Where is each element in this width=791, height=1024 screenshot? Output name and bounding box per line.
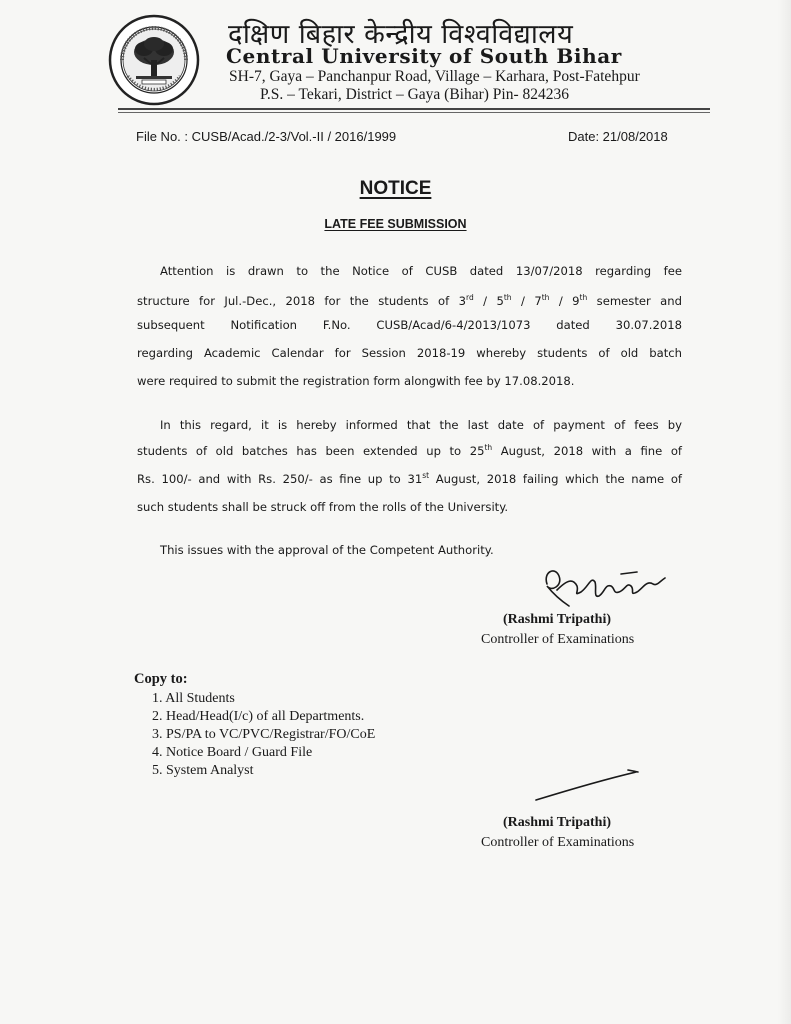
paragraph-2-line-3: Rs. 100/- and with Rs. 250/- as fine up to 31st August, 2018 failing which the name of <box>137 471 682 486</box>
paragraph-2-line-1: In this regard, it is hereby informed that the last date of payment of fees by <box>160 418 682 432</box>
paragraph-1-line-5: were required to submit the registration form alongwith fee by 17.08.2018. <box>137 374 575 388</box>
signatory-1-designation: Controller of Examinations <box>481 632 635 647</box>
notice-title <box>0 178 791 200</box>
copy-to-item: 2. Head/Head(I/c) of all Departments. <box>152 709 365 724</box>
address-line-1: SH-7, Gaya – Panchanpur Road, Village – Karhara, Post-Fatehpur <box>229 68 640 85</box>
signatory-2-designation: Controller of Examinations <box>481 835 635 850</box>
copy-to-item: 3. PS/PA to VC/PVC/Registrar/FO/CoE <box>152 727 376 742</box>
header-divider-thin <box>118 112 710 113</box>
notice-title-text: NOTICE <box>359 178 432 199</box>
signatory-1-name: (Rashmi Tripathi) <box>503 612 611 627</box>
paragraph-1-line-3: subsequent Notification F.No. CUSB/Acad/6-4/2013/1073 dated 30.07.2018 <box>137 318 682 332</box>
copy-to-item: 5. System Analyst <box>152 763 254 778</box>
header-divider <box>118 108 710 110</box>
signatory-2-name: (Rashmi Tripathi) <box>503 815 611 830</box>
address-line-2: P.S. – Tekari, District – Gaya (Bihar) Pin- 824236 <box>260 86 570 103</box>
paragraph-2-line-2: students of old batches has been extended up to 25th August, 2018 with a fine of <box>137 443 683 458</box>
copy-to-item: 1. All Students <box>152 691 235 706</box>
copy-to-list <box>152 690 375 780</box>
paragraph-1-line-4: regarding Academic Calendar for Session 2018-19 whereby students of old batch <box>137 346 682 360</box>
notice-date: Date: 21/08/2018 <box>568 129 668 144</box>
file-number: File No. : CUSB/Acad./2-3/Vol.-II / 2016/1999 <box>136 129 397 144</box>
university-name-english: Central University of South Bihar <box>226 44 622 68</box>
university-name-hindi: दक्षिण बिहार केन्द्रीय विश्वविद्यालय <box>228 19 574 50</box>
notice-subtitle <box>0 217 791 231</box>
notice-subtitle-text: LATE FEE SUBMISSION <box>324 217 467 231</box>
scan-edge <box>778 0 791 1024</box>
copy-to-heading: Copy to: <box>134 671 188 687</box>
paragraph-1-line-2: structure for Jul.-Dec., 2018 for the students of 3rd / 5th / 7th / 9th semester and <box>137 293 682 308</box>
university-seal-tree-icon <box>108 14 200 106</box>
paragraph-3: This issues with the approval of the Competent Authority. <box>160 543 494 557</box>
signature-stroke-icon <box>532 768 642 804</box>
paragraph-1-line-1: Attention is drawn to the Notice of CUSB dated 13/07/2018 regarding fee <box>160 264 682 278</box>
paragraph-2-line-4: such students shall be struck off from the rolls of the University. <box>137 500 509 514</box>
copy-to-item: 4. Notice Board / Guard File <box>152 745 313 760</box>
signature-scribble-icon <box>533 562 683 610</box>
